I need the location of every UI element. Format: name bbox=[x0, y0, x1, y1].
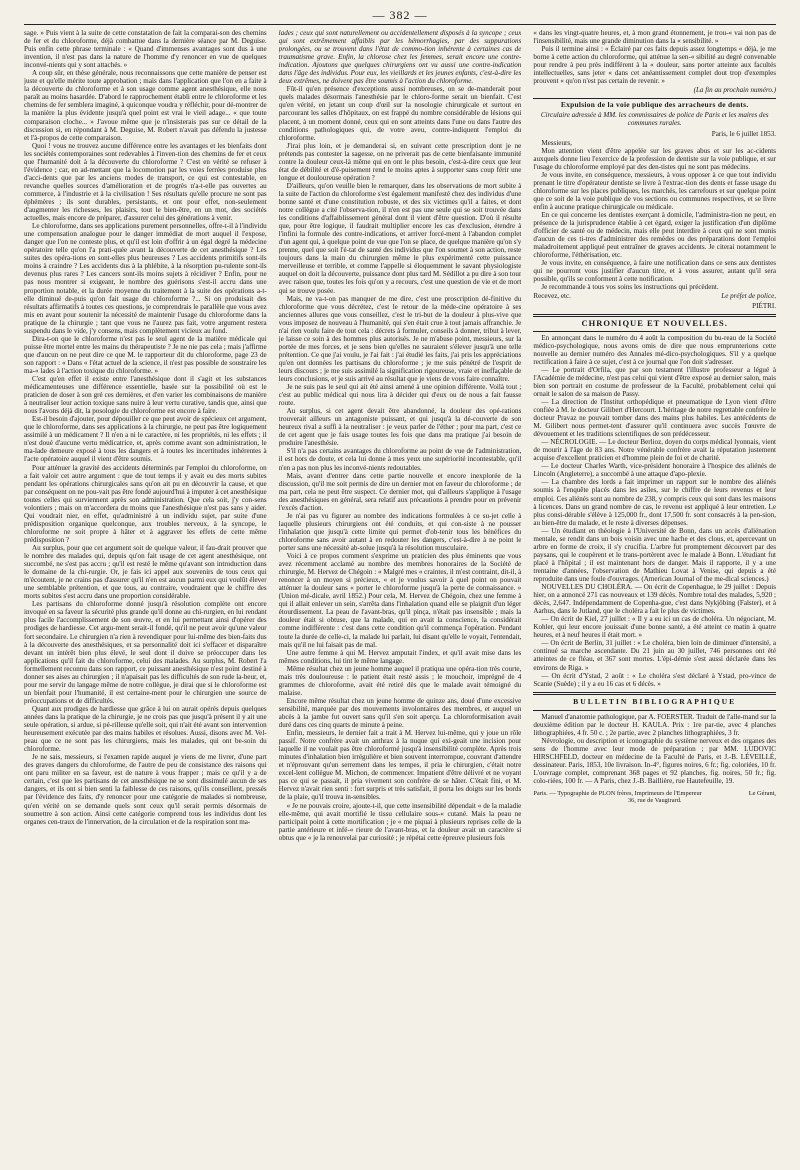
col1-paragraph: Je ne sais, messieurs, si l'examen rapide auquel je viens de me livrer, d'une part des graves dangers du chloroforme, de l'autre de peu de consistance des raisons qui ont paru militer en sa faveur, est de nature à vous frapper ; mais ce qu'il y a de certain, c'est que les partisans de cet anesthésique ne se sont dissimulé aucun de ses dangers, et ils ont si bien senti la faiblesse de ces raisons, qu'ils conseillent, pressés par l'évidence des faits, d'y renoncer pour une catégorie de malades si nombreuse, qu'en vérité on se demande quels sont ceux qu'il serait permis désormais de soumettre à son action. Ainsi cette catégorie comprend tous les individus dont les organes cen-traux de l'innervation, de la circulation et de la respiration sont ma- bbox=[24, 753, 267, 826]
bulletin-entry: Névrologie, ou description et iconographie du système nerveux et des organes des sens de l'homme avec leur mode de préparation ; par MM. LUDOVIC HIRSCHFELD, docteur en médecine de la Faculté de Paris, et J.-B. LÉVEILLÉ, dessinateur. Paris, 1853, 10e livraison. In-4°, figures noires, 6 fr.; fig. coloriées, 10 fr. L'ouvrage complet, comprenant 368 pages et 92 planches, fig. noires, 50 fr.; fig. colo-riées, 100 fr. — A Paris, chez J.-B. Baillière, rue Hautefeuille, 19. bbox=[533, 736, 777, 786]
col1-paragraph: Les partisans du chloroforme donné jusqu'à résolution complète ont encore invoqué en sa faveur la sécurité plus grande qu'il donne au chi-rurgien, en lui rendant plus facile l'accomplissement de son œuvre, et en lui permettant ainsi d'opérer des prodiges de hardiesse. Cet argu-ment serait-il fondé, qu'il ne peut avoir qu'une valeur fort secondaire. Le chirurgien n'a rien à revendiquer pour lui-même des bien-faits dus à la découverte des anesthésiques, et sa personnalité doit ici s'effacer et disparaître devant un intérêt bien plus élevé, le seul dont il doive se préoccuper dans les applications qu'il fait du chloroforme, celui des malades. Au surplus, M. Robert l'a formellement reconnu dans son rapport, ce puissant anesthésique n'est point destiné à donner ses aises au chirurgien ; il n'apaisait pas les difficultés de son rude la-beur, et, pour me servir du langage même de notre collègue, je dirai que si le chloroforme est un bienfait pour l'humanité, il est certaine-ment pour le chirurgien une source de préoccupations et de difficultés. bbox=[24, 600, 267, 705]
col1-paragraph: Quant aux prodiges de hardiesse que grâce à lui on aurait opérés depuis quelques années dans la pratique de la chirurgie, je ne crois pas que jusqu'à présent il y ait une seule opération, si ardue, si pé-rilleuse qu'elle soit, qui n'ait été avant son intervention heureusement exécutée par des mains habiles et résolues. Aussi, disons avec M. Vel-peau que ce ne sont pas les chirurgiens, mais les malades, qui ont be-soin du chloroforme. bbox=[24, 704, 267, 754]
col2-paragraph: Encore même résultat chez un jeune homme de quinze ans, doué d'une excessive sensibilité, marquée par des mouvements involontaires des membres, et auquel un abcès à la jambe fut ouvert sans qu'il s'en soit aperçu. La chloroformisation avait duré dans ces cinq quarts de minute à peine. bbox=[278, 696, 522, 730]
col1-paragraph: Dira-t-on que le chloroforme n'est pas le seul agent de la matière médicale qui puisse être mortel entre les mains du thérapeutiste ? Je ne nie pas cela ; mais j'affirme que d'aucun on ne peut dire ce que M. le rapporteur dit du chloroforme, page 23 de son rapport : « Dans « l'état actuel de la science, il n'est pas possible de soustraire les ma-« lades à l'action toxique du chloroforme. » bbox=[24, 334, 267, 375]
col3-paragraph: Puis il termine ainsi : « Éclairé par ces faits depuis assez longtemps « déjà, je me borne à cette action du chloroforme, qui atténue la sen-« sibilité au degré convenable pour rendre à peu près indifférent à la « douleur, sans porter atteinte aux facultés intellectuelles, sans jeter « dans cet anéantissement complet dout trop d'exemples prouvent « qu'on n'est pas certain de revenir. » bbox=[533, 45, 777, 86]
chronique-paragraph: — Un étudiant en théologie à l'Université de Bonn, dans un accès d'aliénation mentale, se rendit dans un bois voisin avec une hache et des clous, et, apercevant un arbre en forme de croix, il s'y crucifia. L'arbre fut promptement découvert par des paysans, qui le coupèrent et le trans-portèrent avec le malade à Bonn. L'étudiant fut placé à l'hôpital ; il est maintenant hors de danger. Mais il rapporte, il y a une trentaine d'années, l'observation de Mathieu Lovat à Venise, qui depuis a été reproduite dans une foule d'ouvrages. (American Journal of the me-dical sciences.) bbox=[533, 526, 777, 583]
footer bbox=[533, 790, 776, 804]
chronique-paragraph: — La chambre des lords a fait imprimer un rapport sur le nombre des aliénés soumis à l'enquête placés dans les asiles, sur le chiffre de leurs revenus et leur emploi. Ces aliénés sont au nombre de 238, y compris ceux qui sont dans les maisons à licences. Dans un grand nombre de cas, le revenu est appliqué à leur entretien. Le plus consi-dérable s'élève à 125,000 fr., dont 17,500 fr. sont consacrés à la pen-sion, au bien-être du malade, et le reste à diverses dépenses. bbox=[533, 478, 777, 527]
col2-paragraph: S'il n'a pas certains avantages du chloroforme au point de vue de l'administration, il est hors de doute, et cela lui donne à mes yeux une supériorité incontestable, qu'il n'en a pas non plus les inconvé-nients redoutables. bbox=[278, 447, 522, 472]
section-rule bbox=[533, 314, 776, 317]
col2-paragraph: Voici à ce propos comment s'exprime un praticien des plus éminents que vous avez récemment acclamé au nombre des membres honoraires de la Société de chirurgie, M. Hervez de Chégoin : « Malgré mes « craintes, il m'est contraint, dit-il, à renoncer à un moyen si précieux, « et je voulus savoir à quel point on pouvait atténuer la douleur sans « porter le chloroforme jusqu'à la perte de connaissance. » (Union mé-dicale, avril 1852.) Pour cela, M. Hervez de Chégoin, chez une femme à qui il allait enlever un sein, s'arrêta dans l'inhalation quand elle se plaignit d'un léger étourdissement. La peau de l'avant-bras, qu'il pinça, n'était pas insensible ; mais la douleur était si obtuse, que la malade, qui en avait la conscience, la considérait comme indifférente : c'est dans cette condition qu'il commença l'opération. Pendant toute la durée de celle-ci, la malade lui parlait, lui disant qu'elle le voyait, l'entendait, mais qu'il ne lui faisait pas de mal. bbox=[278, 552, 522, 649]
chronique-paragraph: — La direction de l'Institut orthopédique et pneumatique de Lyon vient d'être confiée à M. le docteur Gilibert d'Hercourt. L'héritage de notre regrettable confrère le docteur Pravaz ne pouvait tomber dans des mains plus habiles. Les antécédents de M. Gilibert nous permet-tent d'assurer qu'il continuera avec succès l'œuvre de dévouement et les traditions scientifiques de son prédécesseur. bbox=[533, 397, 777, 439]
chronique-paragraph: — On écrit de Kiel, 27 juillet : « Il y a eu ici un cas de choléra. Un négociant, M. Kohler, qui leur encore jouissait d'une bonne santé, a été atteint ce matin à quatre heures, et à neuf heures il était mort. » bbox=[533, 615, 777, 640]
col2-paragraph: « Je ne pouvais croire, ajoute-t-il, que cette insensibilité dépendait « de la maladie elle-même, qui avait mortifié le tissu cellulaire sous-« cutané. Mais la peau ne participait point à cette mortification ; je « me piquai à plusieurs reprises celle de la partie antérieure et infé-« rieure de l'avant-bras, et la douleur avait un caractère si obtus que « je la renouvelai par curiosité ; je répétai cette épreuve plusieurs fois bbox=[278, 801, 522, 842]
circular-date: Paris, le 6 juillet 1853. bbox=[711, 129, 777, 138]
col1-paragraph: Est-il besoin d'ajouter, pour dépouiller ce que peut avoir de spécieux cet argument, que le chloroforme, dans ses applications à la chirurgie, ne peut pas être logiquement assimilé à un médicament ? Il n'en a ni le caractère, ni les propriétés, ni les effets ; il n'est doué d'aucune vertu médicatrice, et, après comme avant son administration, le ma-lade demeure exposé à tous les dangers et à toutes les incertitudes inhérentes à l'acte opératoire auquel il vient d'être soumis. bbox=[24, 415, 267, 464]
section-rule bbox=[533, 98, 776, 99]
col2-paragraph: Une autre femme à qui M. Hervez amputait l'index, et qu'il avait mise dans les mêmes conditions, lui tint le même langage. bbox=[278, 648, 522, 665]
col2-paragraph: Mais, ne va-t-on pas manquer de me dire, c'est une proscription dé-finitive du chloroforme que vous décrétez, c'est le retour de la méde-cine opératoire à ses anciennes allures que vous conseillez, c'est le tri-but de la douleur à plus-vive que vous imposez de nouveau à l'humanité, qui s'en était crue à tout jamais affranchie. Je n'ai rien voulu faire de tout cela : décrets à formuler, conseils à donner, tribut à lever, je laisse ce soin à des hommes plus autorisés. Je ne m'abuse point, messieurs, sur la portée de mes forces, et je sens bien qu'elles ne sauraient s'élever jusqu'à une telle prétention. Ce que j'ai voulu, je l'ai fait : j'ai étudié les faits, j'ai pris les appréciations qu'en ont données les partisans du chloroforme ; je me suis pénétré de l'esprit de leurs discours ; je me suis assimilé la signification rigoureuse, vraie et ineffaçable de leurs conclusions, et je suis arrivé au résultat que je viens de vous faire connaître. bbox=[278, 294, 522, 384]
chronique-paragraph: En annonçant dans le numéro du 4 août la composition du bu-reau de la Société médico-psychologique, nous avons omis de dire que nous emprunterions cette nouvelle au dernier numéro des Annales mé-dico-psychologiques. S'il y a quelque rectification à faire à ce sujet, c'est à ce journal que l'on doit s'adresser. bbox=[533, 333, 777, 366]
header-rule bbox=[24, 24, 776, 25]
column-2 bbox=[279, 29, 522, 1147]
col2-paragraph: Enfin, messieurs, le dernier fait a trait à M. Hervez lui-même, qui y joue un rôle passif. Notre confrère avait un anthrax à la nuque qui exi-geait une incision pour laquelle il ne voulait pas être chloroformé jusqu'à insensibilité complète. Après trois minutes d'inhalation bien irrégulière et bien souvent interrompue, couvrant d'attendre et n'éprouvant qu'un serrement dans les tempes, il pria le chirurgien, c'était notre excel-lent collègue M. Michon, de commencer. Impatient d'être délivré et ne voyant pas ce qui se passait, il pria vivement son confrère de se hâter. C'était fini, et M. Hervez n'avait rien senti : fort surpris et très satisfait, il porta les doigts sur les bords de la plaie, qu'il trouva in-sensibles. bbox=[278, 729, 522, 802]
section-rule bbox=[533, 710, 776, 711]
printer-line: Paris. — Typographie de PLON frères, Imprimeurs de l'Empereur bbox=[533, 790, 702, 798]
chronique-paragraph: — Le portrait d'Orfila, que par son testament l'illustre professeur a légué à l'Académie de médecine, n'est pas celui qui vient d'être exposé au dernier salon, mais bien son portrait en costume de professeur de la Faculté, probablement celui qui ornait le salon de sa maison de Passy. bbox=[533, 365, 777, 398]
newspaper-page bbox=[24, 8, 776, 1158]
columns bbox=[24, 29, 776, 1147]
col2-paragraph: lades ; ceux qui sont naturellement ou accidentellement disposés à la syncope ; ceux qui sont extrêmement affaiblis par les hémorrhagies, par des suppurations prolongées, ou se trouvent dans l'état de commo-tion inhérente à certaines cas de traumatisme grave. Enfin, la chlorose chez les femmes, serait encore une contre-indication. Ajoutons que quelques chirurgiens ont vu aussi une contre-indication dans l'âge des individus. Pour eux, les vieillards et les jeunes enfants, c'est-à-dire les deux extrêmes, ne doivent pas être soumis à l'action du chloroforme. bbox=[278, 29, 522, 86]
salutation: Messieurs, bbox=[541, 138, 572, 147]
col1-paragraph: A coup sûr, en thèse générale, nous reconnaissons que cette manière de penser est juste et qu'elle mérite toute approbation ; mais dans l'application que l'on en a faite à la découverte du chloroforme et à son usage comme agent anesthésique, elle nous paraît au moins hasardée. D'abord le rapprochement établi entre le chloroforme et les chemins de fer semblera imaginé, à quiconque voudra y réfléchir, pour dé-montrer de la manière la plus évidente jusqu'à quel point est vrai le vieil adage... « que toute comparaison cloche... » J'avoue même que je n'insisterais pas sur ce détail de la discussion si, en répondant à M. Deguise, M. Robert n'avait pas défendu la justesse et l'à-propos de cette comparaison. bbox=[24, 69, 267, 142]
chronique-paragraph: — On écrit d'Ystad, 2 août : « Le choléra s'est déclaré à Ystad, pro-vince de Scanie (Suède) ; il y a eu 16 cas et 6 décès. » bbox=[533, 671, 777, 688]
chronique-paragraph: — On écrit de Berlin, 31 juillet : « Le choléra, bien loin de diminuer d'intensité, a continué sa marche ascendante. Du 21 juin au 30 juillet, 746 personnes ont été atteintes de ce fléau, et 367 sont mortes. L'épi-démie s'est aussi déclarée dans les environs de Riga. » bbox=[533, 639, 777, 672]
gerant-label: Le Gérant, bbox=[748, 790, 777, 798]
expulsion-paragraph: Je vous invite, en conséquence, messieurs, à vous opposer à ce que tout individu prenant le titre d'opérateur dentiste se livre à l'extrac-tion des dents et fasse usage du chloroforme sur les places publiques, les marchés, les carrefours et sur quelque point que ce soit de la voie publique de vos sections ou communes respectives, et se livre enfin à aucune pratique chirurgicale ou médicale. bbox=[533, 170, 777, 211]
col1-paragraph: Le chloroforme, dans ses applications purement personnelles, offre-t-il à l'individu une compensation analogue pour le danger immédiat de mort auquel il l'expose, danger que l'on ne conteste plus, et qu'il est loin d'offrir à un égal degré la médecine opératoire telle qu'on l'a prati-quée avant la découverte de cet anesthésique ? Les suites des opéra-tions en sont-elles plus heureuses ? Les accidents primitifs sont-ils moins à craindre ? Les accidents dus à la phlébite, à la résorption pu-rulente sont-ils devenus plus rares ? Les cancers sont-ils moins sujets à récidiver ? Enfin, pour ne pas nous montrer si exigeant, le nombre des guérisons s'est-il accru dans une proportion notable, et la durée moyenne du traitement à la suite des opérations a-t-elle diminué de-puis qu'on fait usage du chloroforme ?... Si on produisait des résultats affirmatifs à toutes ces questions, je comprendrais le parallèle que vous avez mis en avant pour soutenir la nécessité de maintenir l'usage du chloroforme dans la pratique de la chirurgie ; tant que vous ne l'aurez pas fait, votre argument restera suspendu dans le vide, j'y consens, mais complètement vicieux au fond. bbox=[24, 222, 267, 335]
col1-paragraph: C'est qu'en effet il existe entre l'anesthésique dont il s'agit et les substances médicamenteuses une différence essentielle, basée sur la possibilité où est le praticien de doser à son gré ces dernières, et d'en varier les combinaisons de manière à neutraliser leur action toxique sans nuire à leur vertu curative, tandis que, ainsi que nous l'avons déjà dit, la posologie du chloroforme est encore à faire. bbox=[24, 375, 267, 416]
section-rule bbox=[533, 692, 776, 695]
col2-paragraph: Mais, avant d'entrer dans cette partie nouvelle et encore inexplorée de la discussion, qu'il me soit permis de dire un dernier mot en faveur du chloroforme ; de ma part, cela ne peut être suspect. Ce dernier mot, qui d'ailleurs s'applique à l'usage des anesthésiques en général, sera relatif aux précautions à prendre pour en prévenir l'excès d'action. bbox=[278, 471, 522, 512]
expulsion-paragraph: Mon attention vient d'être appelée sur les graves abus et sur les ac-cidents auxquels donne lieu l'exercice de la profession de dentiste sur la voie publique, et sur l'usage du chloroforme employé par des den-tistes qui ne sont pas médecins. bbox=[533, 146, 777, 171]
expulsion-title: Expulsion de la voie publique des arracheurs de dents. bbox=[560, 100, 749, 110]
col3-paragraph: « dans les vingt-quatre heures, et, à mon grand étonnement, je trou-« vai non pas de l'insensibilité, mais une grande diminution dans la « sensibilité. » bbox=[533, 29, 777, 46]
printer-address: 36, rue de Vaugirard. bbox=[627, 797, 682, 805]
page-number: — 382 — bbox=[372, 8, 428, 22]
col1-paragraph: Quoi ! vous ne trouvez aucune différence entre les avantages et les bienfaits dont les sociétés contemporaines sont redevables à l'inven-tion des chemins de fer et ceux que l'humanité doit à la découverte du chloroforme ? C'est en vérité se refuser à l'évidence ; car, en ad-mettant que la locomotion par les voies ferrées produise plus d'acci-dents que par les anciens modes de transport, ce qui est contestable, en revanche quelles sources d'amélioration et de progrès n'a-t-elle pas ouvertes au commerce, à l'industrie et à la civilisation ! Ses résultats qu'elle procure ne sont pas éphémères ; ils sont durables, persistants, et ont pour effet, non-seulement d'augmenter les richesses, les plaisirs, tout le bien-être, en un mot, des sociétés actuelles, mais encore de préparer, d'assurer celui des générations à venir. bbox=[24, 141, 267, 223]
expulsion-paragraph: En ce qui concerne les dentistes exerçant à domicile, l'administra-tion ne peut, en présence de la jurisprudence établie à cet égard, exiger la justification d'un diplôme d'officier de santé ou de médecin, mais elle peut interdire à ceux qui ne sont munis d'aucun de ces ti-tres d'administrer des remèdes ou des préparations dont l'emploi maladroitement appliqué peut entraîner de graves accidents. Je citerai notamment le chloroforme, l'éthérisation, etc. bbox=[533, 210, 777, 260]
col2-paragraph: D'ailleurs, qu'on veuille bien le remarquer, dans les observations de mort subite à la suite de l'action du chloroforme s'est également manifesté chez des individus d'une bonne santé et d'une constitution robuste, et des six victimes qu'il a faites, et dont notre collègue a cité l'observa-tion, il n'en est pas une seule qui se soit trouvée dans les conditions d'affaiblissement général dont il vient d'être question. D'où il résulte que, pour être logique, il faudrait multiplier encore les cas d'exclusion, étendre à l'infini la formule des contre-indications, et arriver forcé-ment à l'abandon complet d'un agent qui, à quelque point de vue que l'on se place, de quelque manière qu'on s'y prenne, quel que soit l'é-tat de santé des individus que l'on soumet à son action, reste toujours dans la main du chirurgien même le plus expérimenté cette puissance merveilleuse et terrible, et comme l'appelle si éloquemment le savant physiologiste auquel on doit la découverte, puissance dont plus tard M. Sédillot a pu dire à son tour avec raison que, toutes les fois qu'on y a recours, c'est une question de vie et de mort qui se trouve posée. bbox=[278, 181, 522, 295]
closing-row bbox=[533, 292, 776, 300]
col1-paragraph: Pour atténuer la gravité des accidents déterminés par l'emploi du chloroforme, on a fait valoir cet autre argument : que de tout temps il y avait eu des morts subites pendant les opérations chirurgicales sans qu'on ait pu en découvrir la cause, et que par conséquent on ne pou-vait pas être fondé aujourd'hui à imputer à cet anesthésique toutes celles qui surviennent après son administration. Que cela soit, j'y con-sens volontiers ; mais on m'accordera du moins que l'anesthésique n'est pas sans y aider. Qui voudrait nier, en effet, qu'administré à un individu sujet, par suite d'une prédisposition organique quelconque, aux troubles nerveux, à la syncope, le chloroforme ne soit propre à hâter et à aggraver les effets de cette même prédisposition ? bbox=[24, 463, 267, 544]
col1-paragraph: Au surplus, pour que cet argument soit de quelque valeur, il fau-drait prouver que le nombre des malades qui, depuis qu'on fait usage de cet agent anesthésique, ont succombé, ne s'est pas accru ; qu'il est resté le même qu'avant son introduction dans le domaine de la chi-rurgie. Or, je fais ici appel aux souvenirs de tous ceux qui m'écoutent, je ne crains pas d'assurer qu'il n'en est aucun parmi eux qui voulût élever une semblable prétention, et que tous, au contraire, voudraient que le chiffre des morts subites s'est accru dans une proportion considérable. bbox=[24, 544, 267, 601]
col2-paragraph: Je ne suis pas le seul qui ait été ainsi amené à une opinion différente. Voilà tout ; c'est au public médical qui nous lira à décider qui d'eux ou de nous a fait fausse route. bbox=[278, 383, 522, 408]
expulsion-paragraph: Je vous invite, en conséquence, à faire une notification dans ce sens aux dentistes qui ne pourront vous justifier d'aucun titre, et à vous assurer, autant qu'il sera possible, qu'ils se conforment à cette notification. bbox=[533, 259, 777, 284]
chronique-paragraph: — NÉCROLOGIE. — Le docteur Berlioz, doyen du corps médical lyonnais, vient de mourir à l'âge de 83 ans. Notre vénérable confrère avait la réputation justement acquise d'excellent praticien et d'homme plein de foi et de charité. bbox=[533, 438, 777, 463]
section-rule bbox=[533, 331, 776, 332]
bulletin-title: BULLETIN BIBLIOGRAPHIQUE bbox=[573, 696, 737, 706]
column-1 bbox=[24, 29, 267, 1147]
bulletin-entry: Manuel d'anatomie pathologique, par A. FOERSTER. Traduit de l'alle-mand sur la deuxième édition par le docteur H. KAULA. Prix : 1re par-tie, avec 4 planches lithographiées, 4 fr. 50 c. ; 2e partie, avec 2 planches lithographiées, 3 fr. bbox=[533, 712, 777, 737]
chronique-paragraph: — Le docteur Charles Warth, vice-président honoraire à l'hospice des aliénés de Lincoln (Angleterre), a succombé à une attaque d'apo-plexie. bbox=[533, 462, 777, 479]
chronique-paragraph: NOUVELLES DU CHOLÉRA. — On écrit de Copenhague, le 29 juillet : Depuis hier, on a annoncé 271 cas nouveaux et 139 décès. Nombre total des malades, 5,920 ; décès, 2,647. Indépendamment de Copenha-gue, c'est dans Nykjöbing (Falster), et à Aarhus, dans le Jutland, que le choléra a fait le plus de victimes. bbox=[533, 583, 777, 616]
col2-paragraph: J'irai plus loin, et je demanderai si, en suivant cette prescription dont je ne prétends pas contester la sagesse, on ne priverait pas de cette bienfaisante immunité contre la douleur ceux-là même qui en ont le plus besoin, c'est-à-dire ceux que leur état de débilité et d'é-puisement rend le moins aptes à supporter sans coup férir une longue et douloureuse opération ? bbox=[278, 141, 522, 182]
prefect-name: PIÉTRI. bbox=[752, 301, 777, 310]
column-3 bbox=[533, 29, 776, 1147]
chronique-title: CHRONIQUE ET NOUVELLES. bbox=[581, 317, 728, 328]
continued-note: (La fin au prochain numéro.) bbox=[693, 86, 777, 95]
col1-paragraph: sage. » Puis vient à la suite de cette constatation de fait la comparai-son des chemins de fer et du chloroforme, déjà combattue dans la dernière séance par M. Deguise. Puis enfin cette phrase terminale : « Quand d'immenses avantages sont dus à une invention, il n'est pas dans la nature de l'homme d'y renoncer en vue de quelques inconvé-nients qui y sont attachés. » bbox=[24, 29, 267, 70]
col2-paragraph: Fût-il qu'en présence d'exceptions aussi nombreuses, on se de-manderait pour quels malades désormais l'anesthésie par le chloro-forme serait un bienfait. C'est qu'en vérité, en jetant un coup d'œil sur la nosologie chirurgicale et surtout en parcourant les salles d'hôpitaux, on est frappé du nombre considérable de lésions qui placent, à un moment donné, ceux qui en sont atteints dans l'une ou dans l'autre des conditions pathologiques qui, de votre aveu, contre-indiquent l'emploi du chloroforme. bbox=[278, 85, 522, 142]
expulsion-paragraph: Je recommande à tous vos soins les instructions qui précèdent. bbox=[541, 283, 719, 292]
circular-heading: Circulaire adressée à MM. les commissaires de police de Paris et les maires des communes rurales. bbox=[540, 111, 769, 128]
closing-right: Le préfet de police, bbox=[721, 292, 777, 301]
closing-left: Recevez, etc. bbox=[533, 292, 571, 301]
col2-paragraph: Au surplus, si cet agent devait être abandonné, la douleur des opé-rations trouverait ailleurs un antagoniste puissant, et qui jusqu'à la dé-couverte de son heureux rival a suffi à la neutraliser : je veux parler de l'éther ; pour ma part, c'est ce de cet agent que je fais usage toutes les fois que dans ma pratique j'ai besoin de produire l'anesthésie. bbox=[278, 407, 522, 448]
col2-paragraph: Je n'ai pas vu figurer au nombre des indications formulées à ce su-jet celle à laquelle plusieurs chirurgiens ont été conduits, et qui con-siste à ne pousser l'inhalation que jusqu'à cette limite qui permet d'ob-tenir tous les bénéfices du chloroforme sans avoir autant à en redouter les dangers, c'est-à-dire à ne point le porter sans une nécessité ab-solue jusqu'à la résolution musculaire. bbox=[278, 511, 522, 552]
col2-paragraph: Même résultat chez un jeune homme auquel il pratiqua une opéra-tion très courte, mais très douloureuse : le patient était resté assis ; le mouchoir, imprégné de 4 grammes de chloroforme, avait été retiré dès que le malade avait témoigné du malaise. bbox=[278, 664, 522, 697]
